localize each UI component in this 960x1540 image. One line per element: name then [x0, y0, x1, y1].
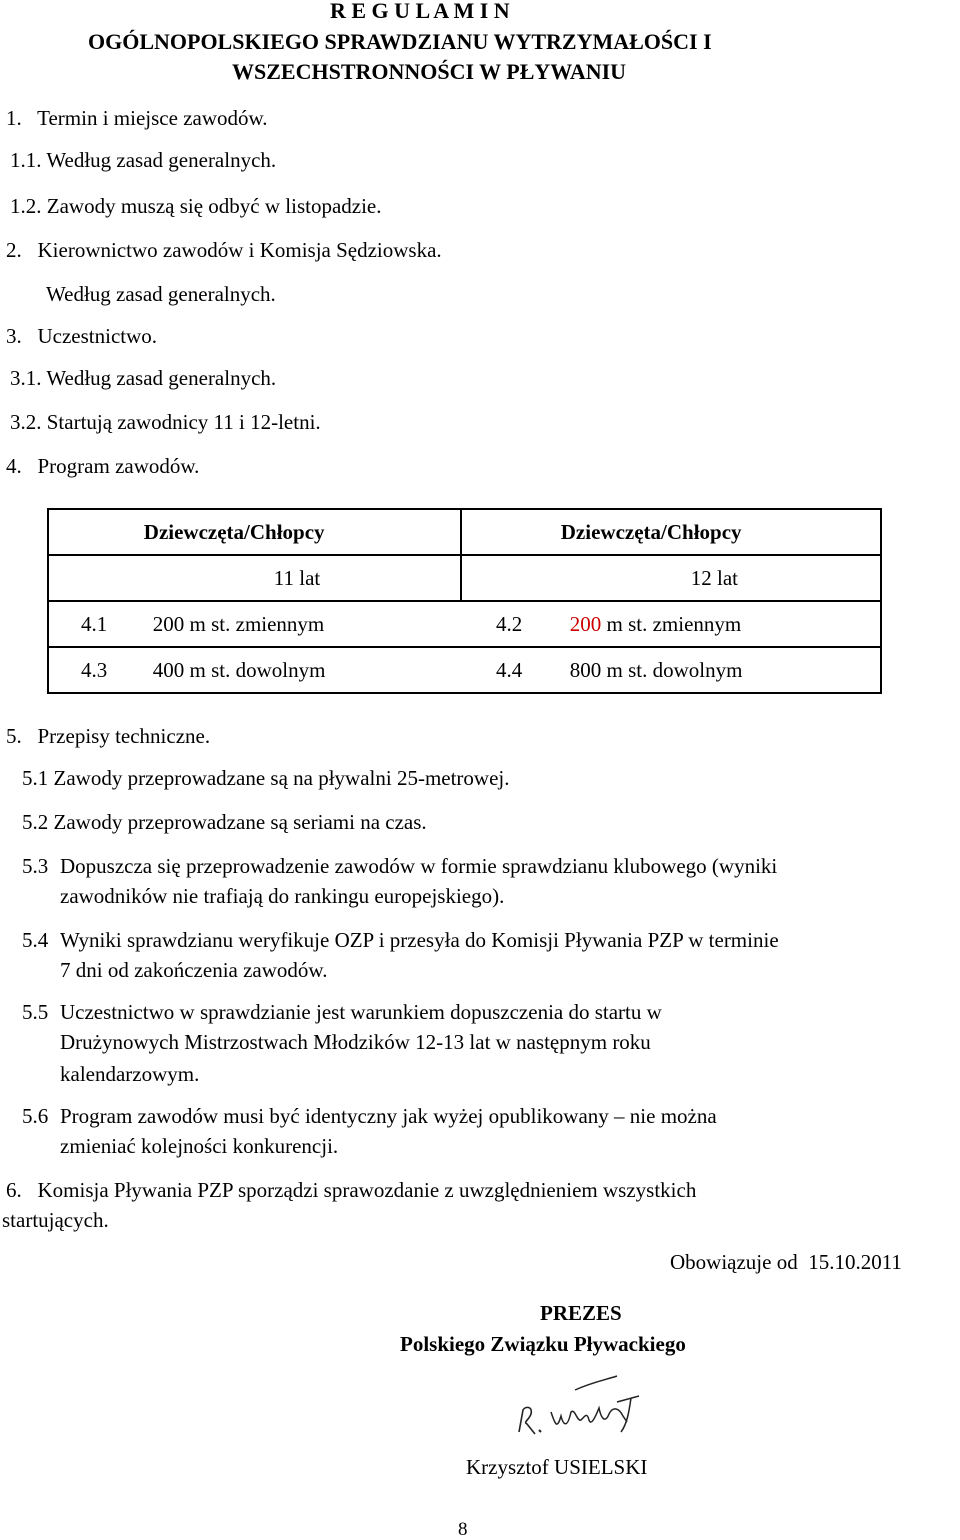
- doc-title: R E G U L A M I N: [330, 0, 510, 23]
- doc-subtitle-line1: OGÓLNOPOLSKIEGO SPRAWDZIANU WYTRZYMAŁOŚCI I: [88, 29, 712, 54]
- event-cell: [561, 601, 881, 647]
- section-2-text: Według zasad generalnych.: [46, 282, 276, 306]
- section-5-4-number: 5.4: [22, 928, 49, 952]
- section-6-line1: 6. Komisja Pływania PZP sporządzi sprawozdanie z uwzględnieniem wszystkich: [6, 1178, 697, 1202]
- section-5-4-line1: Wyniki sprawdzianu weryfikuje OZP i przesyła do Komisji Pływania PZP w terminie: [60, 928, 779, 952]
- event-number: 4.3: [48, 647, 144, 693]
- effective-date: Obowiązuje od 15.10.2011: [670, 1250, 902, 1274]
- handwritten-signature: [505, 1372, 665, 1442]
- section-3-heading: 3. Uczestnictwo.: [6, 324, 158, 348]
- group-label-left: Dziewczęta/Chłopcy: [143, 519, 325, 544]
- age-label-right: 12 lat: [561, 555, 881, 601]
- section-3-1: 3.1. Według zasad generalnych.: [10, 366, 277, 390]
- page-number: 8: [458, 1519, 468, 1540]
- event-name: m st. zmiennym: [601, 611, 742, 636]
- event-number: 4.2: [496, 611, 523, 636]
- section-5-heading: 5. Przepisy techniczne.: [6, 724, 211, 748]
- event-name: 200 m st. zmiennym: [152, 611, 325, 636]
- section-3-2: 3.2. Startują zawodnicy 11 i 12-letni.: [10, 410, 321, 434]
- section-5-6-line1: Program zawodów musi być identyczny jak wyżej opublikowany – nie można: [60, 1104, 717, 1128]
- event-cell: [561, 647, 881, 693]
- section-1-1: 1.1. Według zasad generalnych.: [10, 148, 277, 172]
- section-5-4-line2: 7 dni od zakończenia zawodów.: [60, 958, 328, 982]
- signer-name: Krzysztof USIELSKI: [466, 1455, 648, 1479]
- section-4-heading: 4. Program zawodów.: [6, 454, 200, 478]
- event-name: m st. dowolnym: [601, 657, 743, 682]
- section-5-5-line1: Uczestnictwo w sprawdzianie jest warunkiem dopuszczenia do startu w: [60, 1000, 662, 1024]
- section-5-6-number: 5.6: [22, 1104, 49, 1128]
- section-5-5-line2: Drużynowych Mistrzostwach Młodzików 12-13 lat w następnym roku: [60, 1030, 651, 1054]
- section-5-3-line1: Dopuszcza się przeprowadzenie zawodów w formie sprawdzianu klubowego (wyniki: [60, 854, 778, 878]
- section-5-1: 5.1 Zawody przeprowadzane są na pływalni 25-metrowej.: [22, 766, 510, 790]
- section-5-2: 5.2 Zawody przeprowadzane są seriami na czas.: [22, 810, 427, 834]
- event-name: 400 m st. dowolnym: [152, 657, 326, 682]
- doc-subtitle-line2: WSZECHSTRONNOŚCI W PŁYWANIU: [232, 59, 627, 84]
- signer-organization: Polskiego Związku Pływackiego: [400, 1332, 686, 1356]
- table-age-row: [48, 555, 881, 601]
- program-table: [47, 508, 882, 694]
- section-1-heading: 1. Termin i miejsce zawodów.: [6, 106, 268, 130]
- section-5-5-line3: kalendarzowym.: [60, 1062, 200, 1086]
- event-number: 4.4: [496, 657, 523, 682]
- table-row: [48, 601, 881, 647]
- section-6-line2: startujących.: [2, 1208, 109, 1232]
- table-group-row: [48, 509, 881, 555]
- event-distance-highlight: 200: [569, 611, 602, 636]
- section-5-3-number: 5.3: [22, 854, 49, 878]
- signer-title: PREZES: [540, 1301, 622, 1325]
- group-label-right: Dziewczęta/Chłopcy: [561, 509, 881, 555]
- section-1-2: 1.2. Zawody muszą się odbyć w listopadzie.: [10, 194, 382, 218]
- age-label-left: 11 lat: [273, 565, 321, 590]
- section-2-heading: 2. Kierownictwo zawodów i Komisja Sędziowska.: [6, 238, 442, 262]
- section-5-6-line2: zmieniać kolejności konkurencji.: [60, 1134, 339, 1158]
- event-number: 4.1: [48, 601, 144, 647]
- section-5-3-line2: zawodników nie trafiają do rankingu europejskiego).: [60, 884, 505, 908]
- event-distance: 800: [569, 657, 602, 682]
- section-5-5-number: 5.5: [22, 1000, 49, 1024]
- table-row: [48, 647, 881, 693]
